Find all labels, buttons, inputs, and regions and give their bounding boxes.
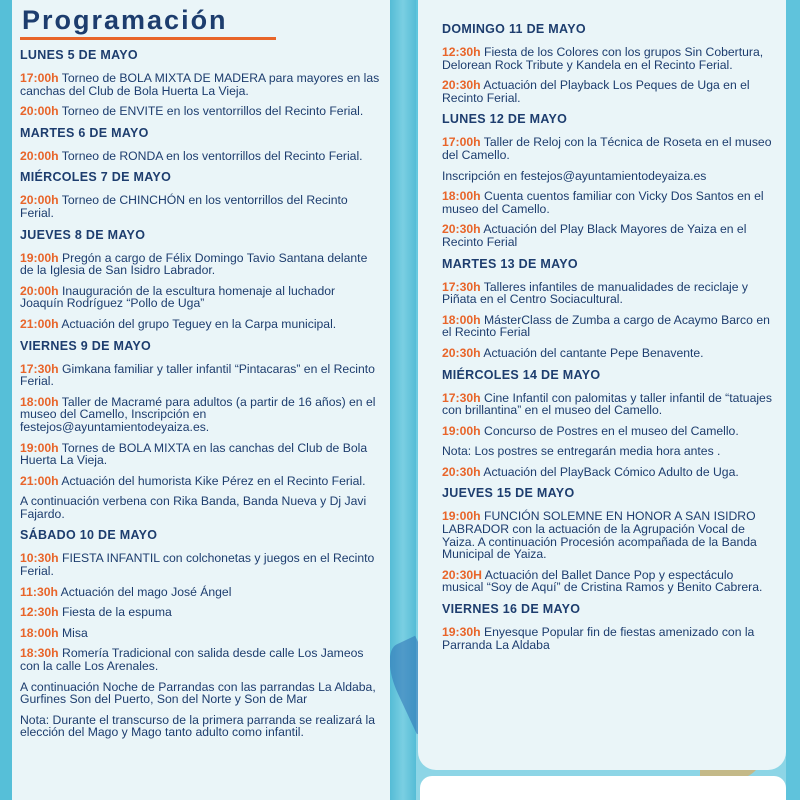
schedule-event	[442, 190, 776, 215]
event-description: Torneo de ENVITE en los ventorrillos del Recinto Ferial.	[58, 104, 364, 119]
day-heading: JUEVES 15 DE MAYO	[442, 486, 575, 501]
schedule-event	[20, 681, 380, 706]
schedule-right-column	[418, 0, 786, 770]
event-description: A continuación Noche de Parrandas con las parrandas La Aldaba, Gurfines Son del Puerto, Son del Norte y Son de Mar	[20, 679, 376, 707]
page-title: Programación	[22, 5, 228, 35]
event-description: Fiesta de los Colores con los grupos Sin Cobertura, Delorean Rock Tribute y Kandela en el Recinto Ferial.	[442, 45, 764, 72]
event-description: Actuación del Ballet Dance Pop y espectáculo musical “Soy de Aquí” de Cristina Ramos y Benito Cabrera.	[442, 567, 763, 595]
event-description: Gimkana familiar y taller infantil “Pintacaras” en el Recinto Ferial.	[20, 361, 375, 389]
day-heading: VIERNES 16 DE MAYO	[442, 602, 581, 617]
event-description: Inauguración de la escultura homenaje al luchador Joaquín Rodríguez “Pollo de Uga”	[20, 283, 336, 311]
schedule-event	[20, 442, 380, 467]
day-heading: MARTES 6 DE MAYO	[20, 125, 149, 140]
event-description: Taller de Reloj con la Técnica de Roseta en el museo del Camello.	[442, 135, 772, 162]
event-time: 10:30h	[20, 551, 59, 566]
schedule-event	[442, 466, 776, 479]
left-day-list	[20, 48, 380, 739]
schedule-event	[20, 396, 380, 434]
event-time: 20:30h	[442, 78, 481, 93]
schedule-event	[442, 46, 776, 71]
event-description: Fiesta de la espuma	[58, 605, 172, 620]
schedule-event	[20, 714, 380, 739]
event-time: 17:00h	[442, 135, 481, 150]
event-time: 20:00h	[20, 104, 59, 119]
schedule-event	[20, 72, 380, 97]
schedule-event	[442, 569, 776, 594]
schedule-event	[20, 150, 380, 163]
schedule-event	[442, 392, 776, 417]
event-time: 18:00h	[20, 394, 59, 409]
schedule-event	[20, 627, 380, 640]
footer-strip	[420, 776, 786, 800]
event-description: Actuación del cantante Pepe Benavente.	[480, 345, 704, 360]
event-time: 20:30H	[442, 567, 482, 582]
event-time: 21:00h	[20, 316, 59, 331]
event-description: Enyesque Popular fin de fiestas amenizado con la Parranda La Aldaba	[442, 625, 755, 652]
schedule-event	[442, 281, 776, 306]
event-description: FIESTA INFANTIL con colchonetas y juegos en el Recinto Ferial.	[20, 551, 375, 579]
schedule-event	[20, 194, 380, 219]
right-decorative-border	[786, 0, 800, 800]
event-time: 20:00h	[20, 148, 59, 163]
event-time: 19:00h	[20, 440, 59, 455]
event-time: 17:30h	[442, 390, 481, 405]
day-heading: LUNES 12 DE MAYO	[442, 112, 568, 127]
event-description: Cine Infantil con palomitas y taller infantil de “tatuajes con brillantina” en el museo del Camello.	[442, 390, 772, 418]
event-time: 19:30h	[442, 625, 481, 640]
schedule-event	[442, 223, 776, 248]
event-time: 17:30h	[442, 279, 481, 294]
event-description: Actuación del PlayBack Cómico Adulto de Uga.	[480, 464, 739, 479]
schedule-event	[20, 586, 380, 599]
schedule-event	[20, 363, 380, 388]
event-time: 20:30h	[442, 464, 481, 479]
event-time: 18:30h	[20, 646, 59, 661]
day-heading: MIÉRCOLES 14 DE MAYO	[442, 367, 601, 382]
event-time: 19:00h	[442, 509, 481, 524]
event-time: 17:30h	[20, 361, 59, 376]
schedule-event	[442, 510, 776, 560]
schedule-left-column	[12, 0, 390, 800]
event-description: FUNCIÓN SOLEMNE EN HONOR A SAN ISIDRO LABRADOR con la actuación de la Agrupación Vocal de Yaiza. A continuación Procesión acompañada de la Banda Municipal de Yaiza.	[442, 509, 757, 562]
event-description: Talleres infantiles de manualidades de reciclaje y Piñata en el Centro Sociacultural.	[442, 279, 748, 307]
schedule-event	[20, 647, 380, 672]
event-description: A continuación verbena con Rika Banda, Banda Nueva y Dj Javi Fajardo.	[20, 494, 367, 521]
event-description: Concurso de Postres en el museo del Camello.	[480, 423, 739, 438]
event-time: 19:00h	[20, 250, 59, 265]
event-time: 20:00h	[20, 283, 59, 298]
event-description: Tornes de BOLA MIXTA en las canchas del Club de Bola Huerta La Vieja.	[20, 440, 368, 468]
title-underline	[20, 37, 276, 40]
event-time: 12:30h	[442, 45, 481, 59]
day-heading: MIÉRCOLES 7 DE MAYO	[20, 170, 172, 185]
event-description: Inscripción en festejos@ayuntamientodeyaiza.es	[442, 168, 707, 183]
schedule-event	[442, 79, 776, 104]
event-description: Nota: Durante el transcurso de la primera parranda se realizará la elección del Mago y Mago tanto adulto como infantil.	[20, 712, 375, 740]
left-decorative-border	[0, 0, 12, 800]
event-description: Actuación del grupo Teguey en la Carpa municipal.	[58, 316, 337, 331]
event-description: Actuación del Play Black Mayores de Yaiza en el Recinto Ferial	[442, 222, 747, 249]
schedule-event	[442, 347, 776, 360]
event-time: 17:00h	[20, 71, 59, 85]
event-time: 20:30h	[442, 345, 481, 360]
event-time: 20:30h	[442, 222, 481, 237]
schedule-event	[20, 105, 380, 118]
event-time: 21:00h	[20, 473, 59, 488]
event-description: Misa	[58, 625, 88, 640]
schedule-event	[20, 495, 380, 520]
event-time: 18:00h	[442, 189, 481, 204]
event-description: Torneo de CHINCHÓN en los ventorrillos del Recinto Ferial.	[20, 193, 348, 220]
event-time: 19:00h	[442, 423, 481, 438]
event-time: 12:30h	[20, 605, 59, 620]
schedule-event	[20, 285, 380, 310]
event-description: Actuación del mago José Ángel	[57, 584, 232, 599]
day-heading: SÁBADO 10 DE MAYO	[20, 528, 158, 543]
schedule-event	[442, 314, 776, 339]
schedule-event	[442, 136, 776, 161]
schedule-event	[20, 606, 380, 619]
day-heading: MARTES 13 DE MAYO	[442, 256, 578, 271]
event-time: 20:00h	[20, 193, 59, 208]
event-time: 11:30h	[20, 584, 58, 599]
event-description: Pregón a cargo de Félix Domingo Tavio Santana delante de la Iglesia de San Isidro Labrador.	[20, 250, 368, 278]
event-description: MásterClass de Zumba a cargo de Acaymo Barco en el Recinto Ferial	[442, 312, 770, 340]
day-heading: JUEVES 8 DE MAYO	[20, 227, 146, 242]
schedule-event	[20, 552, 380, 577]
event-time: 18:00h	[20, 625, 59, 640]
event-description: Romería Tradicional con salida desde calle Los Jameos con la calle Los Arenales.	[20, 646, 364, 674]
schedule-event	[20, 475, 380, 488]
right-day-list	[442, 22, 776, 651]
event-time: 18:00h	[442, 312, 481, 327]
schedule-event	[20, 252, 380, 277]
schedule-event	[442, 425, 776, 438]
event-description: Nota: Los postres se entregarán media hora antes .	[442, 444, 721, 459]
schedule-event	[20, 318, 380, 331]
schedule-event	[442, 445, 776, 458]
event-description: Cuenta cuentos familiar con Vicky Dos Santos en el museo del Camello.	[442, 189, 764, 216]
event-description: Taller de Macramé para adultos (a partir de 16 años) en el museo del Camello, Inscripción en festejos@ayuntamientodeyaiza.es.	[20, 394, 376, 434]
schedule-event	[442, 170, 776, 183]
day-heading: LUNES 5 DE MAYO	[20, 48, 138, 62]
event-description: Torneo de RONDA en los ventorrillos del Recinto Ferial.	[58, 148, 363, 163]
schedule-event	[442, 626, 776, 651]
day-heading: VIERNES 9 DE MAYO	[20, 338, 152, 353]
event-description: Torneo de BOLA MIXTA DE MADERA para mayores en las canchas del Club de Bola Huerta La Vieja.	[20, 71, 380, 98]
event-description: Actuación del humorista Kike Pérez en el Recinto Ferial.	[58, 473, 366, 488]
day-heading: DOMINGO 11 DE MAYO	[442, 22, 586, 36]
event-description: Actuación del Playback Los Peques de Uga en el Recinto Ferial.	[442, 78, 750, 105]
